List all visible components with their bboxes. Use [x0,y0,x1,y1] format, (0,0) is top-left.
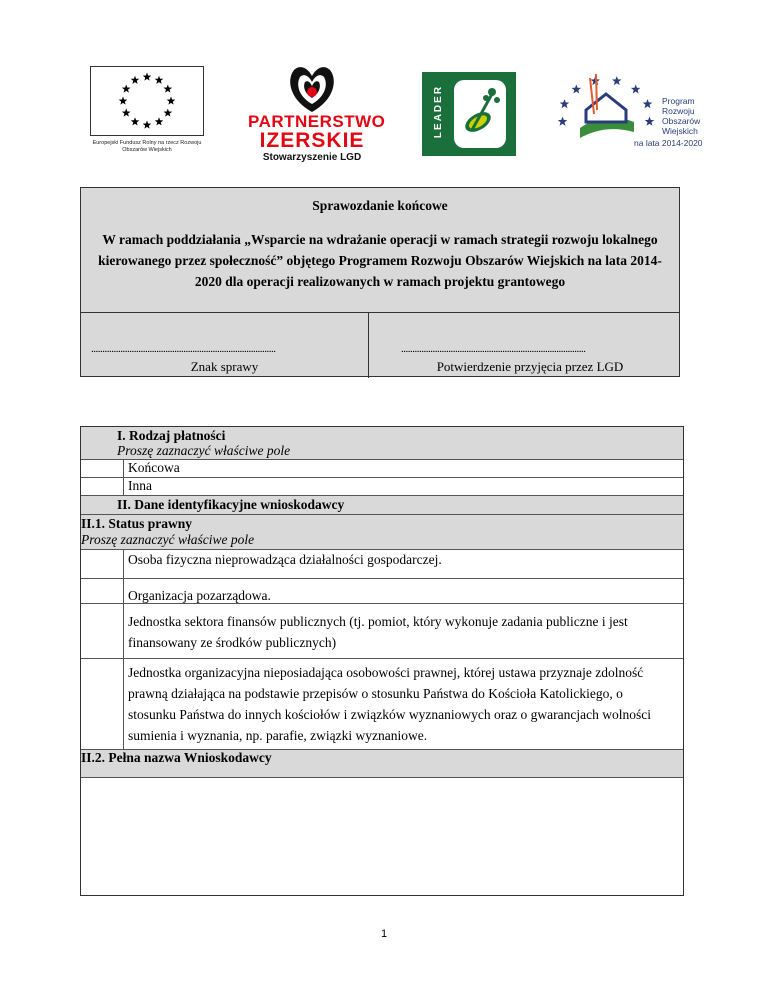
report-title: Sprawozdanie końcowe [312,198,448,213]
lgd-emblem-icon [284,64,340,114]
leader-word: LEADER [433,84,445,139]
subsection-2-2-heading: II.2. Pełna nazwa Wnioskodawcy [81,750,272,765]
page-number: 1 [380,928,388,940]
prow-line1: Program [662,96,695,106]
leader-logo [422,72,516,156]
leader-plant-icon [442,76,512,152]
lgd-name-line2: IZERSKIE [259,129,365,152]
eu-stars-icon [91,67,203,135]
status-option-ngo: Organizacja pozarządowa. [128,588,271,603]
status-individual-checkbox[interactable] [81,550,123,578]
status-option-religious-org: Jednostka organizacyjna nieposiadająca osobowości prawnej, której ustawa przyznaje zdolność prawną działająca na podstawie przepisów o stosunku Państwa do Kościoła Katolickiego, o stosunku Państwa do innych kościołów i związków wyznaniowych oraz o gwarancjach wolności sumienia i wyznania, np. parafie, związki wyznaniowe. [128,665,651,743]
status-ngo-checkbox[interactable] [81,579,123,603]
section-1-hint: Proszę zaznaczyć właściwe pole [117,443,291,458]
prow-logo [550,70,720,154]
divider [81,603,683,604]
section-1-heading: I. Rodzaj płatności [117,428,226,443]
divider [81,658,683,659]
divider [81,312,679,313]
divider [81,578,683,579]
prow-years: na lata 2014-2020 [634,138,703,148]
payment-other-checkbox[interactable] [81,477,123,495]
prow-line4: Wiejskich [662,126,698,136]
payment-final-checkbox[interactable] [81,459,123,477]
lgd-confirmation-line[interactable]: .................................................................................. [401,344,586,354]
lgd-name-line3: Stowarzyszenie LGD [262,152,362,163]
report-subtitle: W ramach poddziałania „Wsparcie na wdrażanie operacji w ramach strategii rozwoju lokalnego kierowanego przez społeczność” objętego Programem Rozwoju Obszarów Wiejskich na lata 2014-2020 dla operacji realizowanych w ramach projektu grantowego [98,232,662,289]
subsection-2-1-heading: II.1. Status prawny [81,516,193,531]
subsection-2-1-hint: Proszę zaznaczyć właściwe pole [81,532,255,547]
prow-line2: Rozwoju [662,106,695,116]
status-option-individual: Osoba fizyczna nieprowadząca działalności gospodarczej. [128,552,442,567]
payment-option-other: Inna [128,478,152,493]
lgd-logo [246,64,386,164]
case-number-line[interactable]: .................................................................................. [91,344,276,354]
lgd-confirmation-label: Potwierdzenie przyjęcia przez LGD [436,359,624,374]
prow-emblem-icon [550,70,660,142]
lgd-name-line1: PARTNERSTWO [248,112,386,131]
eu-logo [90,66,204,154]
status-option-public-sector: Jednostka sektora finansów publicznych (tj. pomiot, który wykonuje zadania publiczne i jest finansowany ze środków publicznych) [128,614,628,650]
prow-name [662,96,700,136]
application-form [80,426,684,896]
case-number-label: Znak sprawy [190,359,259,374]
divider [368,312,369,378]
prow-line3: Obszarów [662,116,701,126]
divider [81,477,683,478]
divider [123,549,124,749]
report-header-box [80,187,680,377]
payment-option-final: Końcowa [128,460,180,475]
status-religious-org-checkbox[interactable] [81,659,123,749]
eu-flag [90,66,204,136]
section-2-heading: II. Dane identyfikacyjne wnioskodawcy [117,497,345,512]
status-public-sector-checkbox[interactable] [81,604,123,658]
eu-caption: Europejski Fundusz Rolny na rzecz Rozwoju Obszarów Wiejskich [92,140,202,153]
applicant-full-name-field[interactable] [81,778,683,895]
